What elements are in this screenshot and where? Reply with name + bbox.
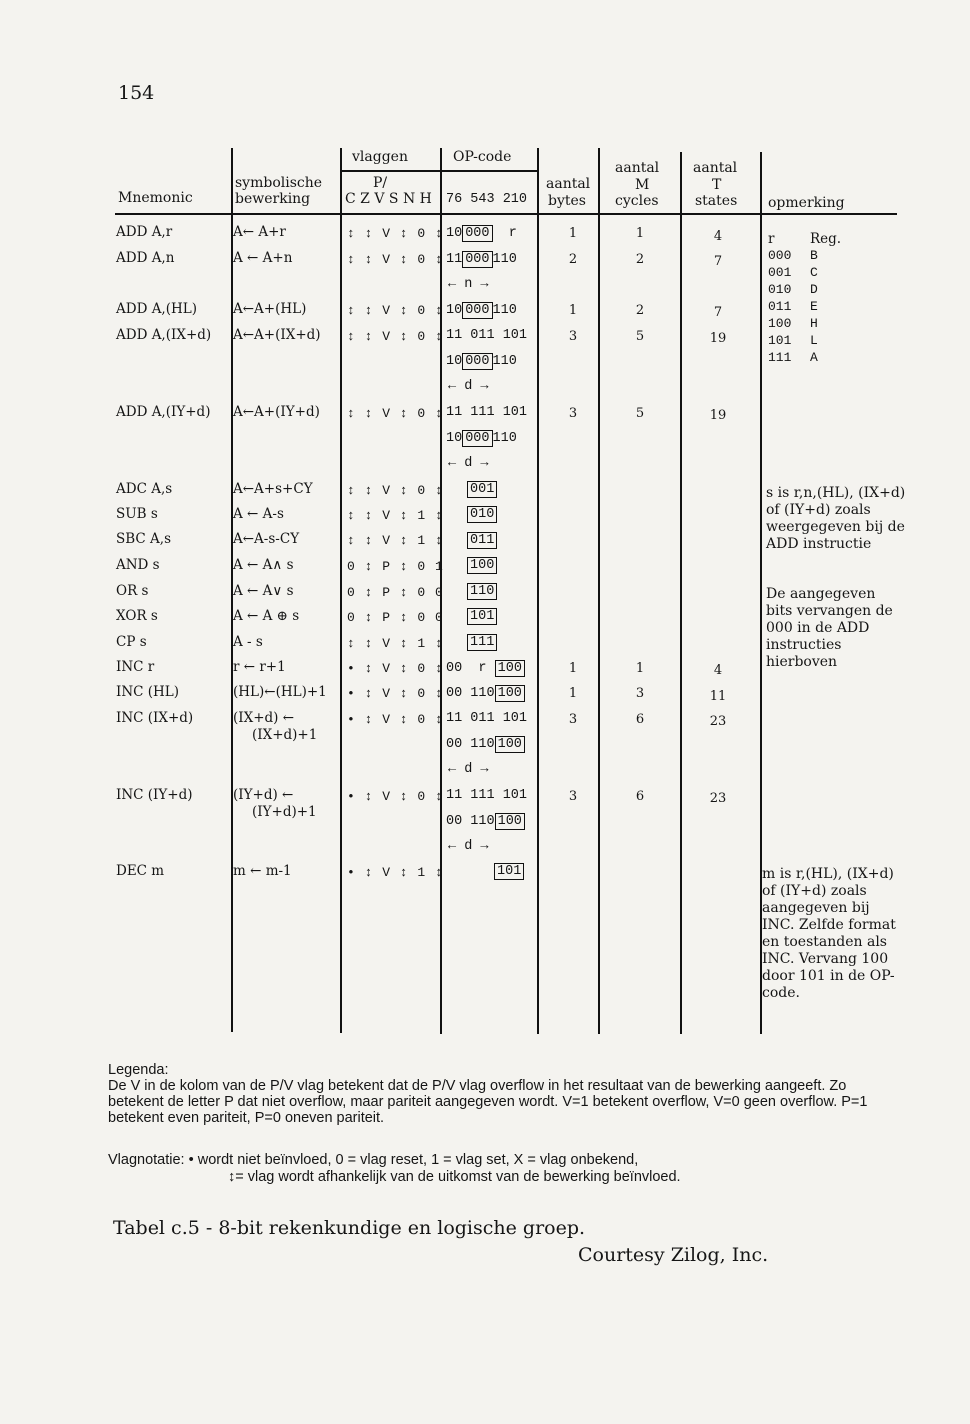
mnemonic-cell: ADC A,s <box>116 481 173 497</box>
header-opcode: OP-code <box>453 149 512 165</box>
page-number: 154 <box>118 82 155 104</box>
mnemonic-cell: ADD A,(IY+d) <box>116 404 211 420</box>
mnemonic-cell: CP s <box>116 634 147 650</box>
mnemonic-cell: SBC A,s <box>116 531 172 547</box>
reg-name: C <box>810 265 818 280</box>
bytes-cell: 3 <box>568 329 578 344</box>
flags-cell: ↕ ↕ V ↕ 1 ↕ <box>347 636 444 651</box>
flags-cell: 0 ↕ P ↕ 0 1 <box>347 559 444 574</box>
operation-cell: A - s <box>233 634 263 650</box>
opcode-box: 001 <box>467 481 497 498</box>
tstates-cell: 19 <box>709 331 727 346</box>
header-remark: opmerking <box>768 195 845 211</box>
opcode-box: 110 <box>467 583 497 600</box>
tstates-cell: 23 <box>709 791 727 806</box>
legend-flag-notation: Vlagnotatie: • wordt niet beïnvloed, 0 = vlag reset, 1 = vlag set, X = vlag onbekend, <box>108 1152 639 1168</box>
operation-cell-cont: (IY+d)+1 <box>252 804 317 820</box>
opcode-cell <box>446 251 517 268</box>
mcycles-cell: 2 <box>635 303 645 318</box>
bytes-cell: 3 <box>568 712 578 727</box>
operation-cell: A←A-s-CY <box>233 531 300 547</box>
opcode-cell <box>446 225 517 242</box>
header-tstates-1: aantal <box>693 160 738 176</box>
opcode-bits: 10 <box>446 354 463 369</box>
legend-text: De V in de kolom van de P/V vlag betekent dat de P/V vlag overflow in het resultaat van de bewerking aangeeft. Zo betekent de letter P dat niet overflow, maar pariteit aangegeven wordt. V=1 betekent overflow, V=0 geen overflow. P=1 betekent even pariteit, P=0 oneven pariteit. <box>108 1078 868 1126</box>
opcode-cell <box>446 302 517 319</box>
operation-cell: (HL)←(HL)+1 <box>233 684 327 700</box>
flags-cell: ↕ ↕ V ↕ 0 ↕ <box>347 303 444 318</box>
reg-name: L <box>810 333 818 348</box>
reg-code: 111 <box>768 350 792 365</box>
operation-cell: A←A+s+CY <box>233 481 313 497</box>
reg-code: 000 <box>768 248 792 263</box>
operand-d-line: ← d → <box>448 379 489 394</box>
operation-cell: A ← A∧ s <box>233 557 294 573</box>
flags-cell: ↕ ↕ V ↕ 0 ↕ <box>347 483 444 498</box>
header-mcycles-2: M <box>635 177 650 193</box>
opcode-bits: 10 <box>446 303 463 318</box>
mnemonic-cell: ADD A,r <box>116 224 173 240</box>
mnemonic-cell: OR s <box>116 583 149 599</box>
flags-cell: ↕ ↕ V ↕ 1 ↕ <box>347 533 444 548</box>
reg-head-r: r <box>768 231 775 247</box>
operation-cell: (IY+d) ← <box>233 787 294 803</box>
reg-name: A <box>810 350 818 365</box>
operation-cell: A ← A∨ s <box>233 583 294 599</box>
header-mcycles-1: aantal <box>615 160 660 176</box>
reg-code: 101 <box>768 333 792 348</box>
table-credit: Courtesy Zilog, Inc. <box>578 1244 769 1266</box>
opcode-bits: 110 <box>492 431 517 446</box>
opcode-bits: 110 <box>492 252 517 267</box>
opcode-bits: 110 <box>492 303 517 318</box>
opcode-box: 111 <box>467 634 497 651</box>
header-flags: vlaggen <box>352 149 408 165</box>
flags-cell: ↕ ↕ V ↕ 0 ↕ <box>347 252 444 267</box>
operation-cell: A ← A-s <box>233 506 284 522</box>
header-symbolic-1: symbolische <box>235 175 323 191</box>
opcode-box: 100 <box>495 813 525 830</box>
operation-cell: m ← m-1 <box>233 863 292 879</box>
flags-cell: ↕ ↕ V ↕ 1 ↕ <box>347 508 444 523</box>
opcode-box: 100 <box>495 660 525 677</box>
mnemonic-cell: ADD A,(HL) <box>116 301 197 317</box>
mnemonic-cell: INC (HL) <box>116 684 180 700</box>
tstates-cell: 23 <box>709 714 727 729</box>
mnemonic-cell: ADD A,(IX+d) <box>116 327 212 343</box>
mnemonic-cell: ADD A,n <box>116 250 175 266</box>
opcode-box: 000 <box>462 225 492 242</box>
operand-d-line: ← d → <box>448 456 489 471</box>
opcode-box: 100 <box>495 736 525 753</box>
flags-cell: • ↕ V ↕ 0 ↕ <box>347 661 444 676</box>
tstates-cell: 7 <box>713 254 723 269</box>
operation-cell: A←A+(IX+d) <box>233 327 321 343</box>
opcode-bits: 10 <box>446 226 463 241</box>
mnemonic-cell: INC (IY+d) <box>116 787 193 803</box>
opcode-box: 000 <box>462 302 492 319</box>
operation-cell-cont: (IX+d)+1 <box>252 727 318 743</box>
bytes-cell: 1 <box>568 226 578 241</box>
flags-cell: ↕ ↕ V ↕ 0 ↕ <box>347 406 444 421</box>
mcycles-cell: 5 <box>635 329 645 344</box>
header-symbolic-2: bewerking <box>235 191 311 207</box>
flags-cell: • ↕ V ↕ 1 ↕ <box>347 865 444 880</box>
bytes-cell: 3 <box>568 406 578 421</box>
opcode-bits: r <box>478 661 487 676</box>
opcode-cell: 11 011 101 <box>446 711 528 726</box>
flags-cell: • ↕ V ↕ 0 ↕ <box>347 712 444 727</box>
opcode-box: 101 <box>467 608 497 625</box>
bytes-cell: 1 <box>568 686 578 701</box>
reg-name: E <box>810 299 818 314</box>
reg-name: H <box>810 316 818 331</box>
operation-cell: A← A+r <box>233 224 286 240</box>
bytes-cell: 1 <box>568 303 578 318</box>
legend-flag-notation-2: ↕= vlag wordt afhankelijk van de uitkomst van de bewerking beïnvloed. <box>228 1169 681 1185</box>
reg-code: 010 <box>768 282 792 297</box>
opcode-cell: 11 111 101 <box>446 788 528 803</box>
header-flags-cols: C Z V S N H <box>345 191 432 207</box>
opcode-bits: 11 <box>446 252 463 267</box>
mnemonic-cell: DEC m <box>116 863 165 879</box>
header-tstates-2: T <box>712 177 722 193</box>
flags-cell: • ↕ V ↕ 0 ↕ <box>347 686 444 701</box>
header-bytes-2: bytes <box>548 193 586 209</box>
mcycles-cell: 5 <box>635 406 645 421</box>
flags-cell: 0 ↕ P ↕ 0 0 <box>347 585 444 600</box>
mnemonic-cell: XOR s <box>116 608 158 624</box>
opcode-bits: 00 110 <box>446 686 495 701</box>
mcycles-cell: 6 <box>635 712 645 727</box>
operand-d-line: ← d → <box>448 839 489 854</box>
reg-head-reg: Reg. <box>810 231 842 247</box>
tstates-cell: 11 <box>709 689 727 704</box>
reg-code: 011 <box>768 299 792 314</box>
flags-cell: • ↕ V ↕ 0 ↕ <box>347 789 444 804</box>
mnemonic-cell: SUB s <box>116 506 158 522</box>
mcycles-cell: 6 <box>635 789 645 804</box>
operation-cell: A ← A ⊕ s <box>233 608 300 624</box>
bytes-cell: 1 <box>568 661 578 676</box>
flags-cell: ↕ ↕ V ↕ 0 ↕ <box>347 329 444 344</box>
opcode-cell <box>446 736 525 753</box>
opcode-box: 101 <box>494 863 524 880</box>
flags-cell: 0 ↕ P ↕ 0 0 <box>347 610 444 625</box>
operation-cell: A←A+(HL) <box>233 301 307 317</box>
mcycles-cell: 1 <box>635 661 645 676</box>
reg-code: 100 <box>768 316 792 331</box>
header-bytes-1: aantal <box>546 176 591 192</box>
reg-name: B <box>810 248 818 263</box>
opcode-box: 010 <box>467 506 497 523</box>
tstates-cell: 4 <box>713 229 723 244</box>
tstates-cell: 4 <box>713 663 723 678</box>
flags-cell: ↕ ↕ V ↕ 0 ↕ <box>347 226 444 241</box>
opcode-cell: 11 011 101 <box>446 328 528 343</box>
opcode-box: 000 <box>462 251 492 268</box>
opcode-cell <box>446 813 525 830</box>
header-opcode-bits: 76 543 210 <box>446 192 528 207</box>
mcycles-cell: 3 <box>635 686 645 701</box>
opcode-box: 100 <box>467 557 497 574</box>
operand-d-line: ← d → <box>448 762 489 777</box>
opcode-box: 011 <box>467 532 497 549</box>
remark-s-note: s is r,n,(HL), (IX+d) of (IY+d) zoals weergegeven bij de ADD instructie <box>766 485 906 552</box>
bytes-cell: 2 <box>568 252 578 267</box>
opcode-bits: 110 <box>492 354 517 369</box>
opcode-cell <box>446 430 517 447</box>
operation-cell: A←A+(IY+d) <box>233 404 320 420</box>
opcode-bits: 10 <box>446 431 463 446</box>
remark-bits-note: De aangegeven bits vervangen de 000 in de ADD instructies hierboven <box>766 586 893 670</box>
reg-code: 001 <box>768 265 792 280</box>
mnemonic-cell: INC r <box>116 659 155 675</box>
operation-cell: r ← r+1 <box>233 659 286 675</box>
operation-cell: A ← A+n <box>233 250 293 266</box>
operation-cell: (IX+d) ← <box>233 710 295 726</box>
operand-n-line: ← n → <box>448 277 489 292</box>
opcode-bits: 00 <box>446 661 463 676</box>
opcode-box: 000 <box>462 430 492 447</box>
opcode-box: 100 <box>495 685 525 702</box>
header-mnemonic: Mnemonic <box>118 190 193 206</box>
opcode-cell <box>446 660 525 677</box>
mcycles-cell: 1 <box>635 226 645 241</box>
opcode-bits: 00 110 <box>446 737 495 752</box>
opcode-bits: 00 110 <box>446 814 495 829</box>
legend-title: Legenda: <box>108 1062 169 1078</box>
opcode-bits: r <box>508 226 517 241</box>
opcode-cell <box>446 685 525 702</box>
opcode-cell <box>446 353 517 370</box>
header-tstates-3: states <box>695 193 738 209</box>
table-caption: Tabel c.5 - 8-bit rekenkundige en logische groep. <box>113 1217 586 1239</box>
mnemonic-cell: AND s <box>116 557 160 573</box>
opcode-box: 000 <box>462 353 492 370</box>
reg-name: D <box>810 282 818 297</box>
tstates-cell: 19 <box>709 408 727 423</box>
header-mcycles-3: cycles <box>615 193 659 209</box>
mcycles-cell: 2 <box>635 252 645 267</box>
header-flags-pv: P/ <box>373 175 388 191</box>
remark-m-note: m is r,(HL), (IX+d) of (IY+d) zoals aangegeven bij INC. Zelfde format en toestanden als INC. Vervang 100 door 101 in de OP-code. <box>762 866 896 1001</box>
opcode-cell: 11 111 101 <box>446 405 528 420</box>
tstates-cell: 7 <box>713 305 723 320</box>
mnemonic-cell: INC (IX+d) <box>116 710 194 726</box>
bytes-cell: 3 <box>568 789 578 804</box>
